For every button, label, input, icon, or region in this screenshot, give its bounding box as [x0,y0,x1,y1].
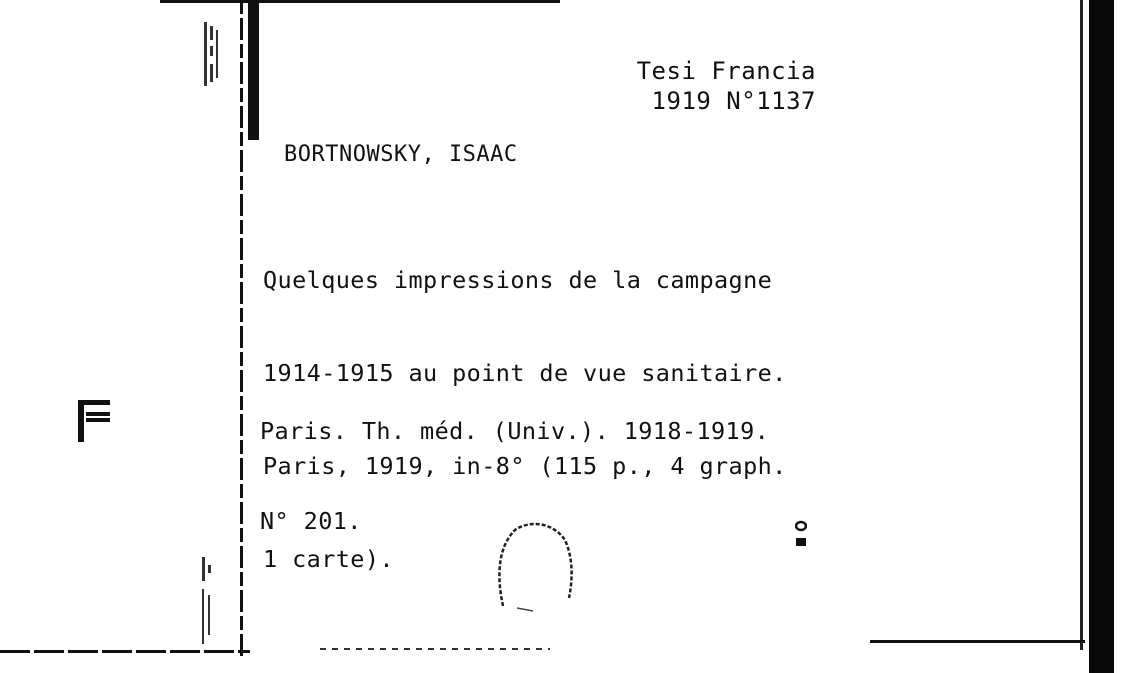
thesis-note [260,356,769,596]
thesis-number: N° 201. [260,507,362,535]
card-right-shadow [1089,0,1114,673]
card-left-shadow [248,0,259,140]
card-bottom-edge-right [870,640,1085,643]
margin-stamp-top [200,20,224,90]
thesis-line: Paris. Th. méd. (Univ.). 1918-1919. [260,417,770,445]
author-heading: BORTNOWSKY, ISAAC [284,142,518,167]
card-bottom-edge-left [0,650,250,653]
call-number [637,56,816,116]
card-left-edge-top [253,0,256,20]
tab-marker-icon [795,520,807,548]
call-number-year-no: 1919 N°1137 [651,87,816,115]
imprint-line: Paris, 1919, in-8° (115 p., 4 graph. [263,452,787,480]
margin-stamp-bottom [198,555,218,650]
drawer-guide-marker-icon [76,398,112,444]
title-line: Quelques impressions de la campagne [263,266,773,294]
card-left-edge [240,0,243,660]
collation-line: 1 carte). [263,545,394,573]
card-right-edge [1080,0,1083,650]
card-top-edge [160,0,560,3]
card-bottom-edge-mid [320,648,550,650]
call-number-series: Tesi Francia [636,57,816,85]
title-line: 1914-1915 au point de vue sanitaire. [263,359,787,387]
